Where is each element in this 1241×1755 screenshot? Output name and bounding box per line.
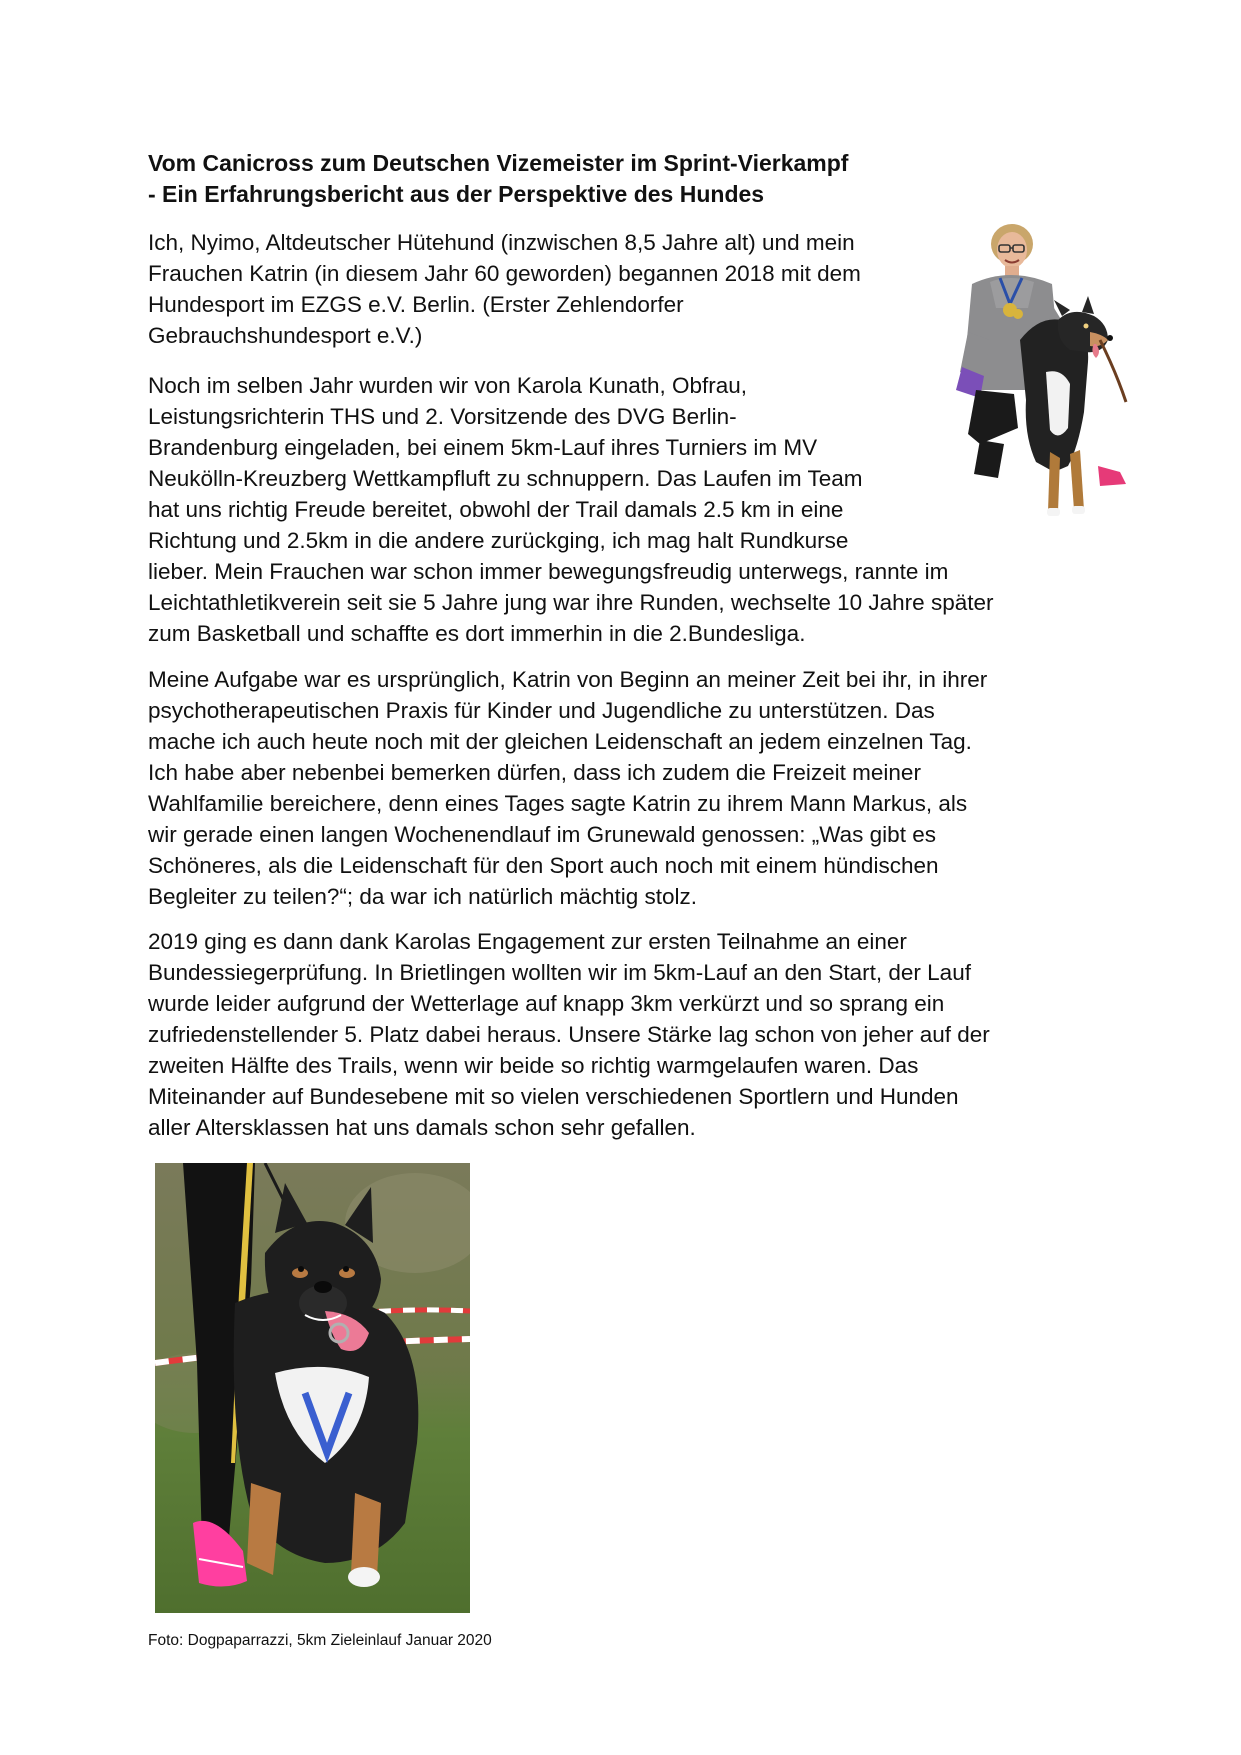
photo-running-dog: [155, 1163, 470, 1613]
paragraph-4-line: 2019 ging es dann dank Karolas Engagement zur ersten Teilnahme an einer: [148, 929, 907, 954]
paragraph-1-line: Hundesport im EZGS e.V. Berlin. (Erster Zehlendorfer: [148, 292, 684, 317]
title-line-2: - Ein Erfahrungsbericht aus der Perspektive des Hundes: [148, 181, 765, 207]
paragraph-4-line: wurde leider aufgrund der Wetterlage auf knapp 3km verkürzt und so sprang ein: [148, 991, 945, 1016]
paragraph-4: [148, 926, 990, 1143]
paragraph-1-line: Gebrauchshundesport e.V.): [148, 323, 423, 348]
paragraph-3-line: Meine Aufgabe war es ursprünglich, Katrin von Beginn an meiner Zeit bei ihr, in ihrer: [148, 667, 988, 692]
paragraph-2-line: Brandenburg eingeladen, bei einem 5km-Lauf ihres Turniers im MV: [148, 435, 818, 460]
paragraph-3-line: Begleiter zu teilen?“; da war ich natürlich mächtig stolz.: [148, 884, 698, 909]
paragraph-4-line: aller Altersklassen hat uns damals schon sehr gefallen.: [148, 1115, 696, 1140]
paragraph-3-line: Wahlfamilie bereichere, denn eines Tages sagte Katrin zu ihrem Mann Markus, als: [148, 791, 968, 816]
paragraph-4-line: Bundessiegerprüfung. In Brietlingen wollten wir im 5km-Lauf an den Start, der Lauf: [148, 960, 971, 985]
paragraph-2: [148, 370, 993, 649]
paragraph-3-line: Ich habe aber nebenbei bemerken dürfen, dass ich zudem die Freizeit meiner: [148, 760, 921, 785]
paragraph-2-line: Leistungsrichterin THS und 2. Vorsitzende des DVG Berlin-: [148, 404, 737, 429]
paragraph-3: [148, 664, 987, 912]
paragraph-1: [148, 227, 861, 351]
paragraph-2-line: Noch im selben Jahr wurden wir von Karola Kunath, Obfrau,: [148, 373, 748, 398]
paragraph-4-line: Miteinander auf Bundesebene mit so vielen verschiedenen Sportlern und Hunden: [148, 1084, 959, 1109]
paragraph-2-line: hat uns richtig Freude bereitet, obwohl der Trail damals 2.5 km in eine: [148, 497, 844, 522]
paragraph-1-line: Ich, Nyimo, Altdeutscher Hütehund (inzwischen 8,5 Jahre alt) und mein: [148, 230, 855, 255]
paragraph-4-line: zufriedenstellender 5. Platz dabei heraus. Unsere Stärke lag schon von jeher auf der: [148, 1022, 990, 1047]
paragraph-3-line: wir gerade einen langen Wochenendlauf im Grunewald genossen: „Was gibt es: [148, 822, 936, 847]
paragraph-2-line: zum Basketball und schaffte es dort immerhin in die 2.Bundesliga.: [148, 621, 806, 646]
paragraph-2-line: lieber. Mein Frauchen war schon immer bewegungsfreudig unterwegs, rannte im: [148, 559, 949, 584]
paragraph-1-line: Frauchen Katrin (in diesem Jahr 60 geworden) begannen 2018 mit dem: [148, 261, 861, 286]
paragraph-3-line: mache ich auch heute noch mit der gleichen Leidenschaft an jedem einzelnen Tag.: [148, 729, 972, 754]
paragraph-2-line: Leichtathletikverein seit sie 5 Jahre jung war ihre Runden, wechselte 10 Jahre später: [148, 590, 994, 615]
paragraph-2-line: Richtung und 2.5km in die andere zurückging, ich mag halt Rundkurse: [148, 528, 849, 553]
article-title: [148, 148, 1108, 210]
paragraph-4-line: zweiten Hälfte des Trails, wenn wir beide so richtig warmgelaufen waren. Das: [148, 1053, 919, 1078]
paragraph-3-line: psychotherapeutischen Praxis für Kinder und Jugendliche zu unterstützen. Das: [148, 698, 935, 723]
paragraph-2-line: Neukölln-Kreuzberg Wettkampfluft zu schnuppern. Das Laufen im Team: [148, 466, 863, 491]
photo-caption: Foto: Dogpaparrazzi, 5km Zieleinlauf Januar 2020: [148, 1632, 492, 1649]
paragraph-3-line: Schöneres, als die Leidenschaft für den Sport auch noch mit einem hündischen: [148, 853, 939, 878]
title-line-1: Vom Canicross zum Deutschen Vizemeister im Sprint-Vierkampf: [148, 150, 849, 176]
